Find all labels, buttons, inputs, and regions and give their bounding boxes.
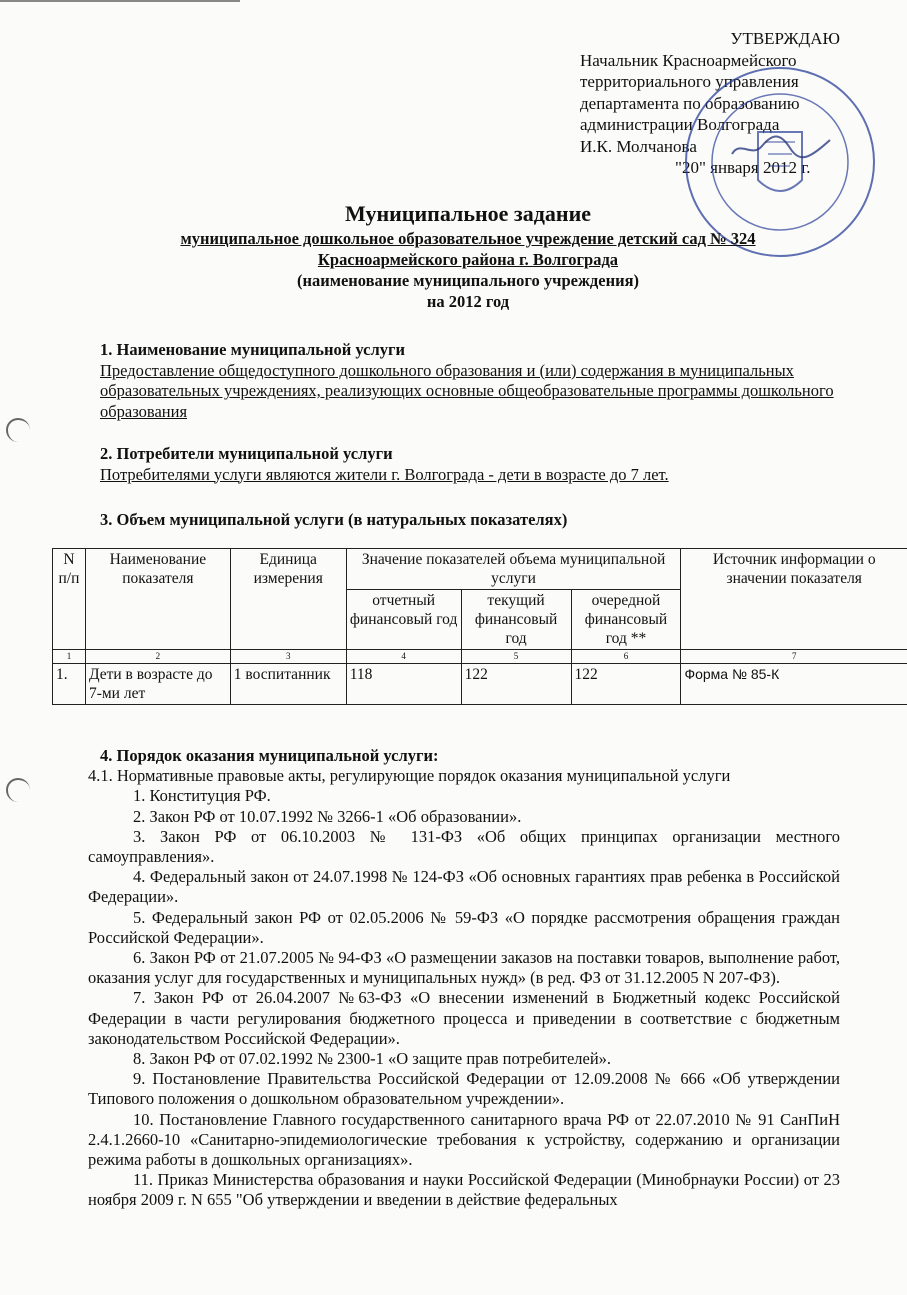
legal-act-item: 2. Закон РФ от 10.07.1992 № 3266-1 «Об образовании».	[133, 806, 522, 826]
legal-act-item: 1. Конституция РФ.	[133, 786, 271, 806]
cell-current: 122	[461, 664, 571, 705]
section-4	[88, 746, 840, 1211]
legal-act-item: 9. Постановление Правительства Российской Федерации от 12.09.2008 № 666 «Об утверждении Типового положения о дошкольном образовательном учреждении».	[88, 1069, 840, 1109]
legal-act-item: 4. Федеральный закон от 24.07.1998 № 124-ФЗ «Об основных гарантиях прав ребенка в Российской Федерации».	[88, 867, 840, 907]
header-values: Значение показателей объема муниципальной услуги	[346, 549, 681, 590]
scan-edge	[0, 0, 240, 2]
cell-name: Дети в возрасте до 7-ми лет	[85, 664, 230, 705]
section-3	[100, 510, 840, 531]
title-block	[100, 200, 836, 312]
header-next-year: очередной финансовый год **	[571, 590, 681, 650]
column-number: 6	[571, 650, 681, 664]
section-1-text: Предоставление общедоступного дошкольного образования и (или) содержания в муниципальных образовательных учреждениях, реализующих основные общеобразовательные программы дошкольного образования	[100, 360, 834, 421]
organization-note: (наименование муниципального учреждения)	[296, 271, 640, 290]
cell-num: 1.	[53, 664, 86, 705]
approval-line: Начальник Красноармейского	[580, 50, 797, 70]
cell-source: Форма № 85-К	[681, 664, 907, 705]
section-2	[100, 444, 840, 485]
approval-head: УТВЕРЖДАЮ	[730, 29, 840, 48]
document-title: Муниципальное задание	[344, 201, 592, 226]
punch-hole-mark	[6, 778, 30, 802]
column-number: 3	[230, 650, 346, 664]
legal-act-item: 6. Закон РФ от 21.07.2005 № 94-ФЗ «О размещении заказов на поставки товаров, выполнение работ, оказания услуг для государственных и муниципальных нужд» (в ред. ФЗ от 31.12.2005 N 207-ФЗ).	[88, 948, 840, 988]
approval-date: "20" января 2012 г.	[675, 158, 811, 177]
column-number: 7	[681, 650, 907, 664]
cell-report: 118	[346, 664, 461, 705]
header-name: Наименование показателя	[85, 549, 230, 650]
legal-act-item: 7. Закон РФ от 26.04.2007 №63-ФЗ «О внесении изменений в Бюджетный кодекс Российской Федерации в части регулирования бюджетного процесса и приведении в соответствие с бюджетным законодательством Российской Федерации».	[88, 988, 840, 1048]
legal-act-item: 3. Закон РФ от 06.10.2003 № 131-ФЗ «Об общих принципах организации местного самоуправления».	[88, 826, 840, 867]
approval-line: И.К. Молчанова	[580, 136, 697, 156]
volume-table	[52, 548, 907, 705]
plan-year: на 2012 год	[426, 292, 510, 311]
approval-line: территориального управления	[580, 72, 799, 91]
column-number: 4	[346, 650, 461, 664]
section-1	[100, 340, 840, 422]
section-1-heading: 1. Наименование муниципальной услуги	[100, 340, 405, 359]
legal-act-item: 10. Постановление Главного государственного санитарного врача РФ от 22.07.2010 № 91 СанПиН 2.4.1.2660-10 «Санитарно-эпидемиологические требования к устройству, содержанию и организации режима работы в дошкольных организациях».	[88, 1109, 840, 1170]
legal-act-item: 11. Приказ Министерства образования и науки Российской Федерации (Минобрнауки России) от 23 ноября 2009 г. N 655 "Об утверждении и введении в действие федеральных	[88, 1170, 840, 1210]
header-current-year: текущий финансовый год	[461, 590, 571, 650]
column-number: 1	[53, 650, 86, 664]
column-number: 2	[85, 650, 230, 664]
punch-hole-mark	[6, 418, 30, 442]
section-4-heading: 4. Порядок оказания муниципальной услуги:	[100, 746, 439, 765]
section-3-heading: 3. Объем муниципальной услуги (в натуральных показателях)	[100, 510, 568, 529]
organization-name: муниципальное дошкольное образовательное учреждение детский сад № 324	[180, 229, 756, 248]
approval-line: департамента по образованию	[580, 93, 800, 113]
header-num: N п/п	[53, 549, 86, 650]
section-2-heading: 2. Потребители муниципальной услуги	[100, 444, 393, 463]
column-number: 5	[461, 650, 571, 664]
header-source: Источник информации о значении показателя	[681, 549, 907, 650]
table-row	[53, 664, 907, 705]
column-number-row	[53, 650, 907, 664]
section-4-subheading: 4.1. Нормативные правовые акты, регулирующие порядок оказания муниципальной услуги	[88, 766, 731, 786]
header-unit: Единица измерения	[230, 549, 346, 650]
legal-act-item: 5. Федеральный закон РФ от 02.05.2006 № 59-ФЗ «О порядке рассмотрения обращения граждан Российской Федерации».	[88, 907, 840, 947]
legal-act-item: 8. Закон РФ от 07.02.1992 № 2300-1 «О защите прав потребителей».	[133, 1049, 612, 1069]
cell-next: 122	[571, 664, 681, 705]
section-2-text: Потребителями услуги являются жители г. Волгограда - дети в возрасте до 7 лет.	[100, 464, 669, 484]
cell-unit: 1 воспитанник	[230, 664, 346, 705]
approval-line: администрации Волгограда	[580, 115, 780, 134]
organization-district: Красноармейского района г. Волгограда	[317, 250, 619, 269]
header-report-year: отчетный финансовый год	[346, 590, 461, 650]
